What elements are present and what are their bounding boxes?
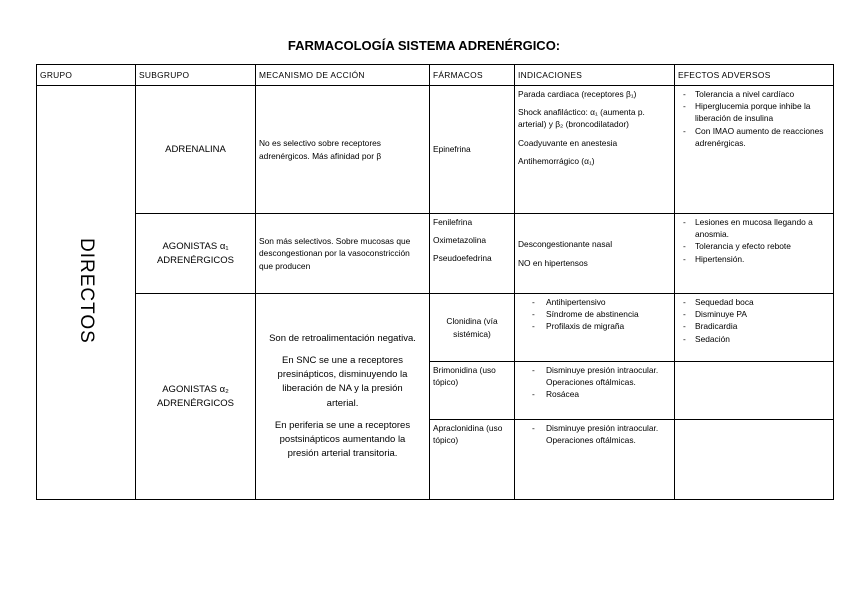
table-row [37, 86, 834, 214]
efectos-apraclonidina [675, 420, 834, 500]
efecto-item: - Tolerancia y efecto rebote [678, 240, 830, 252]
efecto-item: - Disminuye PA [678, 308, 830, 320]
grupo-cell [37, 86, 136, 500]
efecto-item: - Hiperglucemia porque inhibe la liberación de insulina [678, 100, 830, 124]
farmaco-epinefrina: Epinefrina [430, 86, 515, 214]
indicacion-item: - Disminuye presión intraocular. Operaciones oftálmicas. [518, 422, 671, 446]
subgrupo-alfa2-line1: AGONISTAS α₂ [162, 383, 229, 395]
indicaciones-brimonidina [515, 362, 675, 420]
indicacion-item: Coadyuvante en anestesia [518, 137, 618, 148]
efecto-item: - Bradicardia [678, 320, 830, 332]
farmaco-item: Pseudoefedrina [433, 253, 492, 264]
efecto-item: - Tolerancia a nivel cardíaco [678, 88, 830, 100]
indicacion-item: Shock anafiláctico: α₁ (aumenta p. arterial) y β₂ (broncodilatador) [518, 107, 645, 130]
mecanismo-paragraph: En periferia se une a receptores postsinápticos aumentando la presión arterial transitoria. [274, 419, 411, 460]
efecto-item: - Sedación [678, 333, 830, 345]
mecanismo-paragraph: Son de retroalimentación negativa. [269, 332, 416, 344]
header-efectos: EFECTOS ADVERSOS [675, 65, 834, 86]
indicaciones-clonidina [515, 294, 675, 362]
indicacion-item: Antihemorrágico (α₁) [518, 155, 595, 166]
indicacion-item: Parada cardiaca (receptores β₁) [518, 89, 637, 99]
farmaco-brimonidina: Brimonidina (uso tópico) [430, 362, 515, 420]
subgrupo-alfa2 [136, 294, 256, 500]
subgrupo-alfa1 [136, 214, 256, 294]
indicaciones-alfa1 [515, 214, 675, 294]
mecanismo-adrenalina: No es selectivo sobre receptores adrenérgicos. Más afinidad por β [256, 86, 430, 214]
farmaco-item: Fenilefrina [433, 217, 473, 227]
adrenergic-table [36, 64, 834, 500]
efecto-item: - Con IMAO aumento de reacciones adrenérgicas. [678, 125, 830, 149]
mecanismo-paragraph: En SNC se une a receptores presinápticos, disminuyendo la liberación de NA y la presión arterial. [277, 354, 408, 409]
indicacion-item: - Rosácea [518, 388, 671, 400]
mecanismo-alfa2 [256, 294, 430, 500]
grupo-label: DIRECTOS [75, 237, 97, 344]
header-farmacos: FÁRMACOS [430, 65, 515, 86]
indicaciones-adrenalina [515, 86, 675, 214]
efecto-item: - Lesiones en mucosa llegando a anosmia. [678, 216, 830, 240]
efectos-brimonidina [675, 362, 834, 420]
subgrupo-alfa1-line2: ADRENÉRGICOS [156, 254, 235, 266]
efectos-adrenalina [675, 86, 834, 214]
indicacion-item: - Disminuye presión intraocular. Operaciones oftálmicas. [518, 364, 671, 388]
efecto-item: - Hipertensión. [678, 253, 830, 265]
indicacion-item: - Síndrome de abstinencia [518, 308, 671, 320]
table-row [37, 214, 834, 294]
header-grupo: GRUPO [37, 65, 136, 86]
page-title: FARMACOLOGÍA SISTEMA ADRENÉRGICO: [287, 38, 561, 53]
header-row [37, 65, 834, 86]
farmacos-alfa1 [430, 214, 515, 294]
farmaco-item: Oximetazolina [433, 235, 487, 246]
header-indicaciones: INDICACIONES [515, 65, 675, 86]
subgrupo-alfa1-line1: AGONISTAS α₁ [162, 240, 229, 252]
header-mecanismo: MECANISMO DE ACCIÓN [256, 65, 430, 86]
indicacion-item: Descongestionante nasal [518, 239, 613, 250]
indicaciones-apraclonidina [515, 420, 675, 500]
efectos-alfa1 [675, 214, 834, 294]
farmaco-clonidina: Clonidina (vía sistémica) [430, 294, 515, 362]
table-row [37, 294, 834, 362]
farmaco-apraclonidina: Apraclonidina (uso tópico) [430, 420, 515, 500]
efecto-item: - Sequedad boca [678, 296, 830, 308]
efectos-clonidina [675, 294, 834, 362]
header-subgrupo: SUBGRUPO [136, 65, 256, 86]
indicacion-item: - Antihipertensivo [518, 296, 671, 308]
subgrupo-adrenalina: ADRENALINA [136, 86, 256, 214]
indicacion-item: - Profilaxis de migraña [518, 320, 671, 332]
indicacion-item: NO en hipertensos [518, 257, 588, 268]
subgrupo-alfa2-line2: ADRENÉRGICOS [156, 397, 235, 409]
mecanismo-alfa1: Son más selectivos. Sobre mucosas que descongestionan por la vasoconstricción que producen [256, 214, 430, 294]
